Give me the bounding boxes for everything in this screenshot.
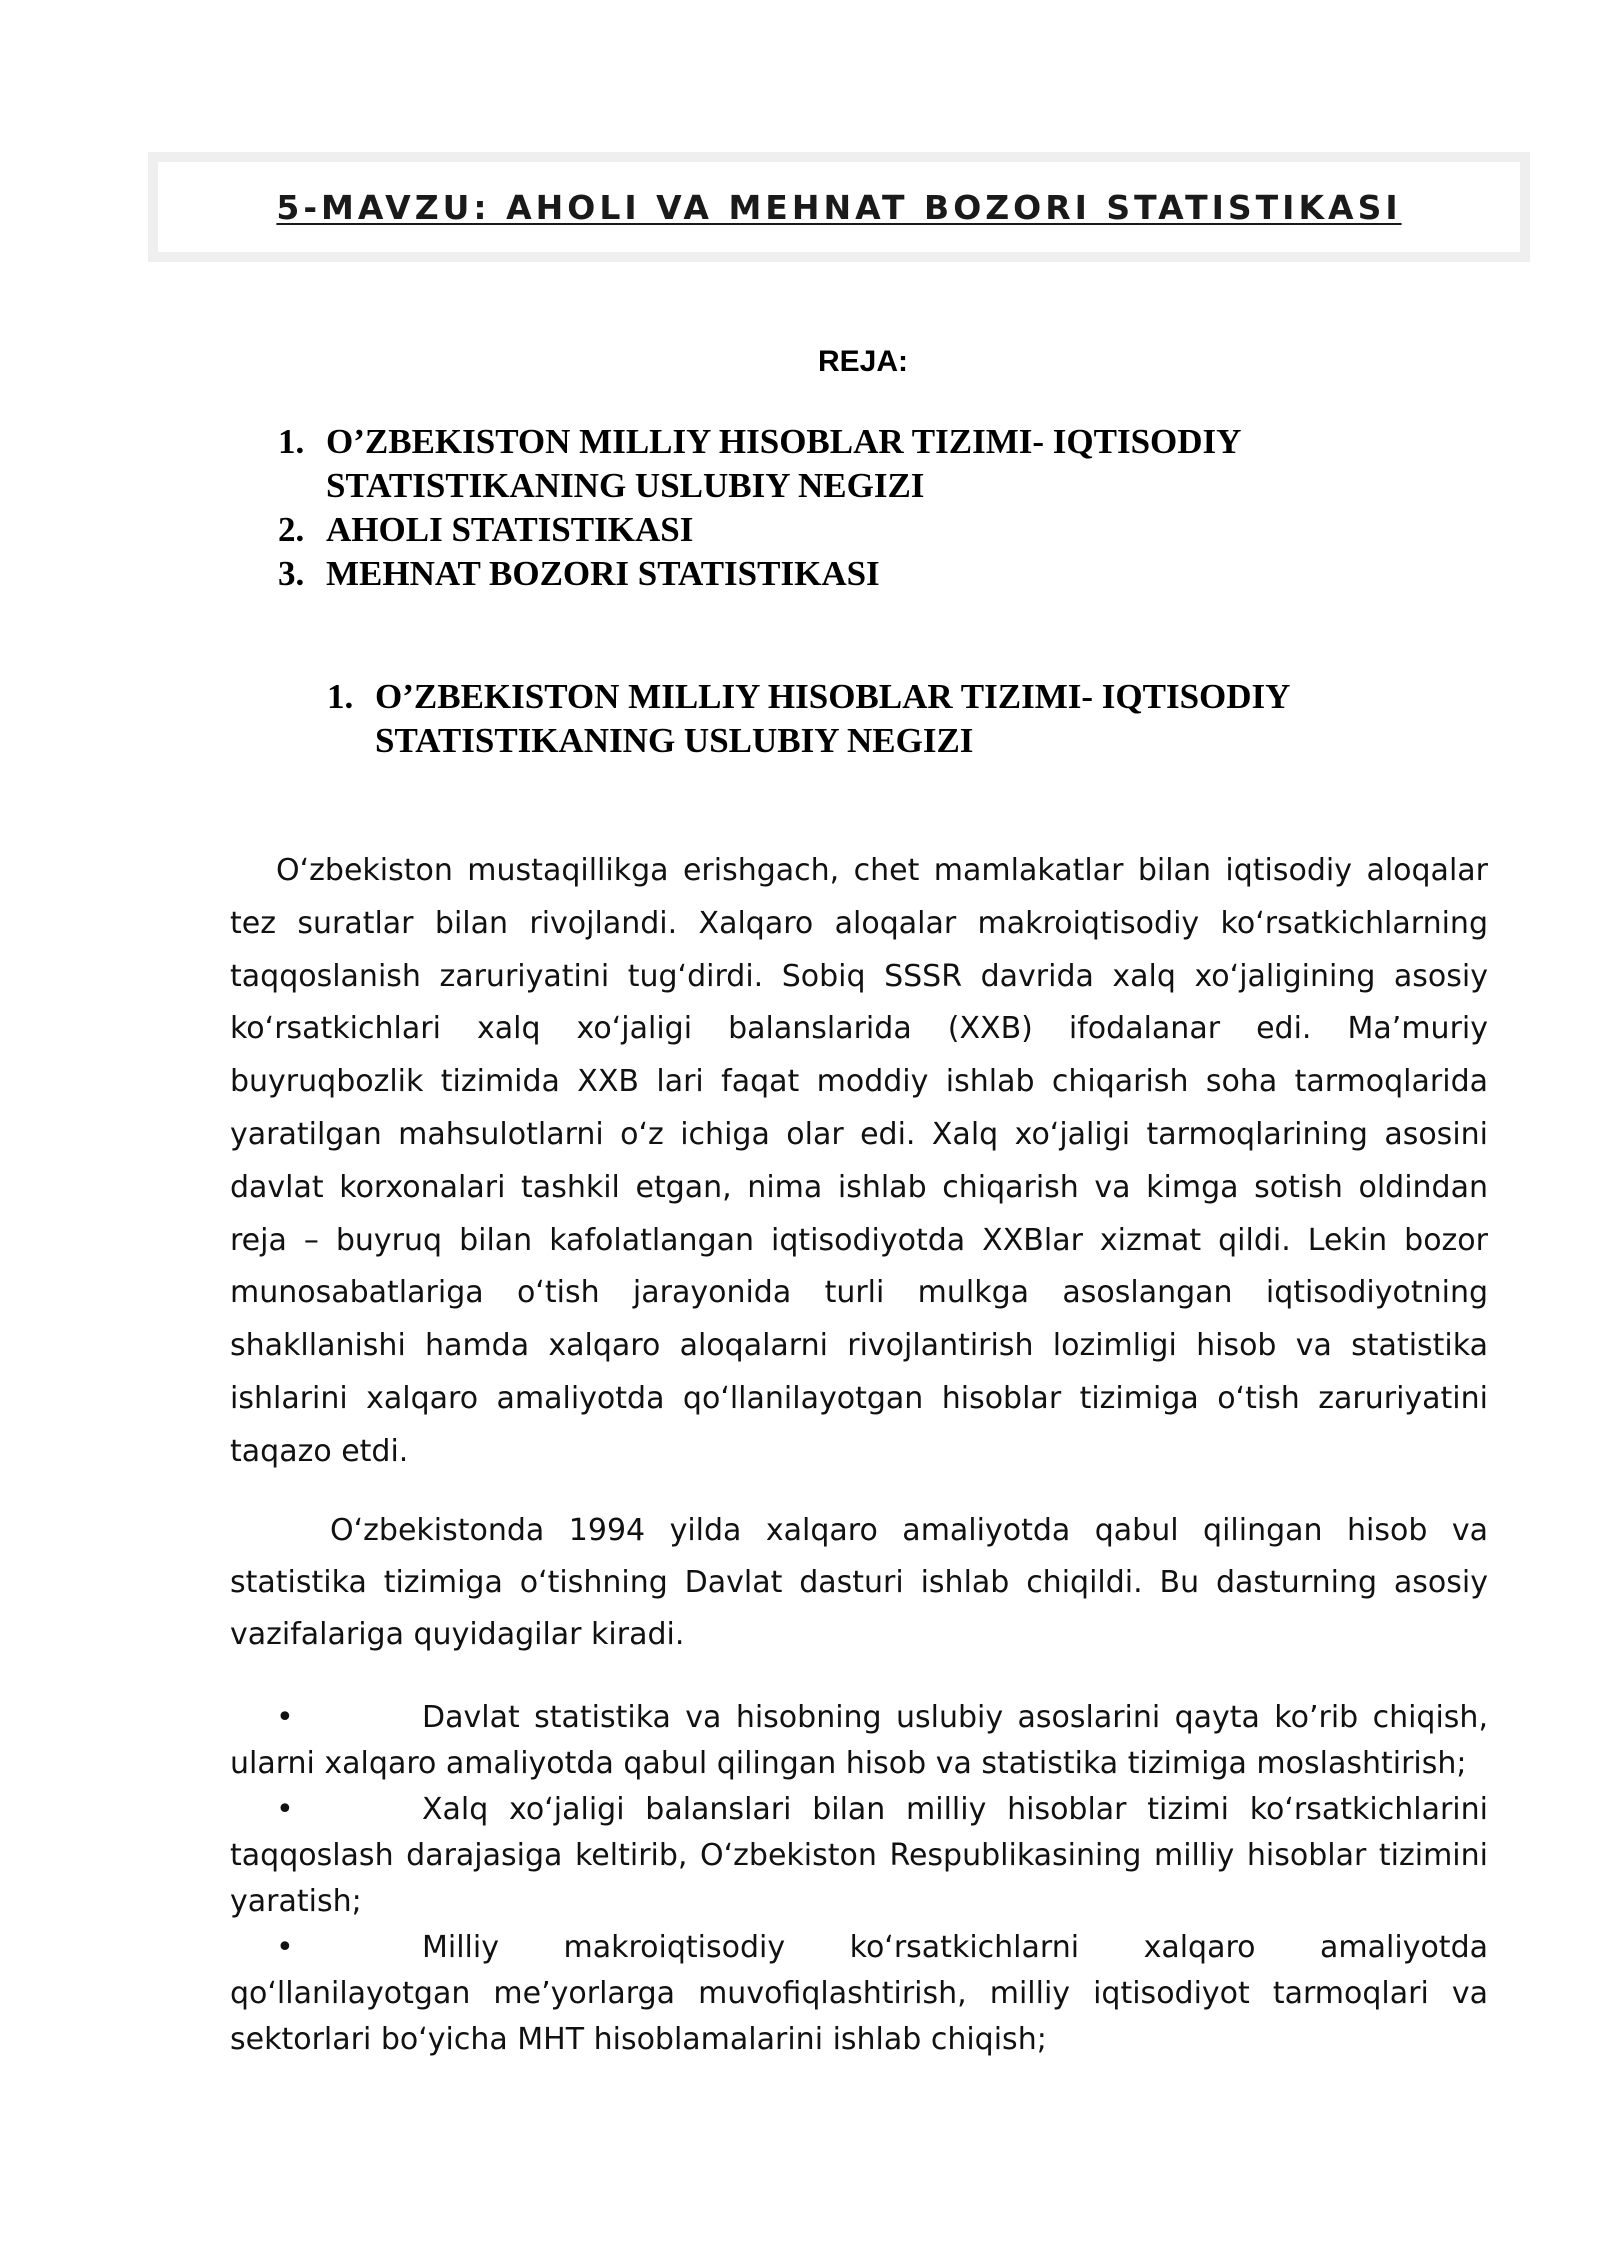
plan-item-number: 3. <box>278 554 305 593</box>
plan-item <box>278 552 1428 596</box>
body-paragraph: O‘zbekiston mustaqillikga erishgach, chet mamlakatlar bilan iqtisodiy aloqalar tez suratlar bilan rivojlandi. Xalqaro aloqalar makroiqtisodiy ko‘rsatkichlarning taqqoslanish zaruriyatini tug‘dirdi. Sobiq SSSR davrida xalq xo‘jaligining asosiy ko‘rsatkichlari xalq xo‘jaligi balanslarida (XXB) ifodalanar edi. Ma’muriy buyruqbozlik tizimida XXB lari faqat moddiy ishlab chiqarish soha tarmoqlarida yaratilgan mahsulotlarni o‘z ichiga olar edi. Xalq xo‘jaligi tarmoqlarining asosini davlat korxonalari tashkil etgan, nima ishlab chiqarish va kimga sotish oldindan reja – buyruq bilan kafolatlangan iqtisodiyotda XXBlar xizmat qildi. Lekin bozor munosabatlariga o‘tish jarayonida turli mulkga asoslangan iqtisodiyotning shakllanishi hamda xalqaro aloqalarni rivojlantirish lozimligi hisob va statistika ishlarini xalqaro amaliyotda qo‘llanilayotgan hisoblar tizimiga o‘tish zaruriyatini taqazo etdi. <box>230 853 1488 1469</box>
section-heading <box>327 675 1427 763</box>
plan-item-number: 2. <box>278 510 305 549</box>
bullet-marker: • <box>276 1700 294 1735</box>
bullet-item <box>230 1925 1488 2063</box>
plan-item <box>278 508 1428 552</box>
bullet-text: Xalq xo‘jaligi balanslari bilan milliy hisoblar tizimi ko‘rsatkichlarini taqqoslash darajasiga keltirib, O‘zbekiston Respublikasining milliy hisoblar tizimini yaratish; <box>230 1792 1488 1919</box>
plan-label: REJA: <box>818 345 909 378</box>
bullet-text: Davlat statistika va hisobning uslubiy asoslarini qayta ko’rib chiqish, ularni xalqaro amaliyotda qabul qilingan hisob va statistika tizimiga moslashtirish; <box>230 1700 1488 1781</box>
bullet-marker: • <box>276 1930 294 1965</box>
bullet-item <box>230 1787 1488 1925</box>
bullet-text: Milliy makroiqtisodiy ko‘rsatkichlarni xalqaro amaliyotda qo‘llanilayotgan me’yorlarga muvofiqlashtirish, milliy iqtisodiyot tarmoqlari va sektorlari bo‘yicha MHT hisoblamalarini ishlab chiqish; <box>230 1930 1488 2057</box>
plan-item-number: 1. <box>278 422 305 461</box>
plan-item-text: AHOLI STATISTIKASI <box>326 510 694 549</box>
body-paragraph: O‘zbekistonda 1994 yilda xalqaro amaliyotda qabul qilingan hisob va statistika tizimiga o‘tishning Davlat dasturi ishlab chiqildi. Bu dasturning asosiy vazifalariga quyidagilar kiradi. <box>230 1513 1488 1652</box>
section-heading-number: 1. <box>327 677 354 716</box>
plan-item-text: O’ZBEKISTON MILLIY HISOBLAR TIZIMI- IQTISODIY STATISTIKANING USLUBIY NEGIZI <box>326 422 1241 505</box>
document-title: 5-MAVZU: AHOLI VA MEHNAT BOZORI STATISTIKASI <box>276 187 1402 227</box>
plan-item <box>278 420 1428 508</box>
bullet-list <box>230 1695 1488 2063</box>
plan-list <box>278 420 1428 596</box>
title-box <box>148 152 1530 262</box>
bullet-marker: • <box>276 1792 294 1827</box>
section-heading-text: O’ZBEKISTON MILLIY HISOBLAR TIZIMI- IQTISODIY STATISTIKANING USLUBIY NEGIZI <box>375 677 1290 760</box>
bullet-item <box>230 1695 1488 1787</box>
plan-item-text: MEHNAT BOZORI STATISTIKASI <box>326 554 880 593</box>
